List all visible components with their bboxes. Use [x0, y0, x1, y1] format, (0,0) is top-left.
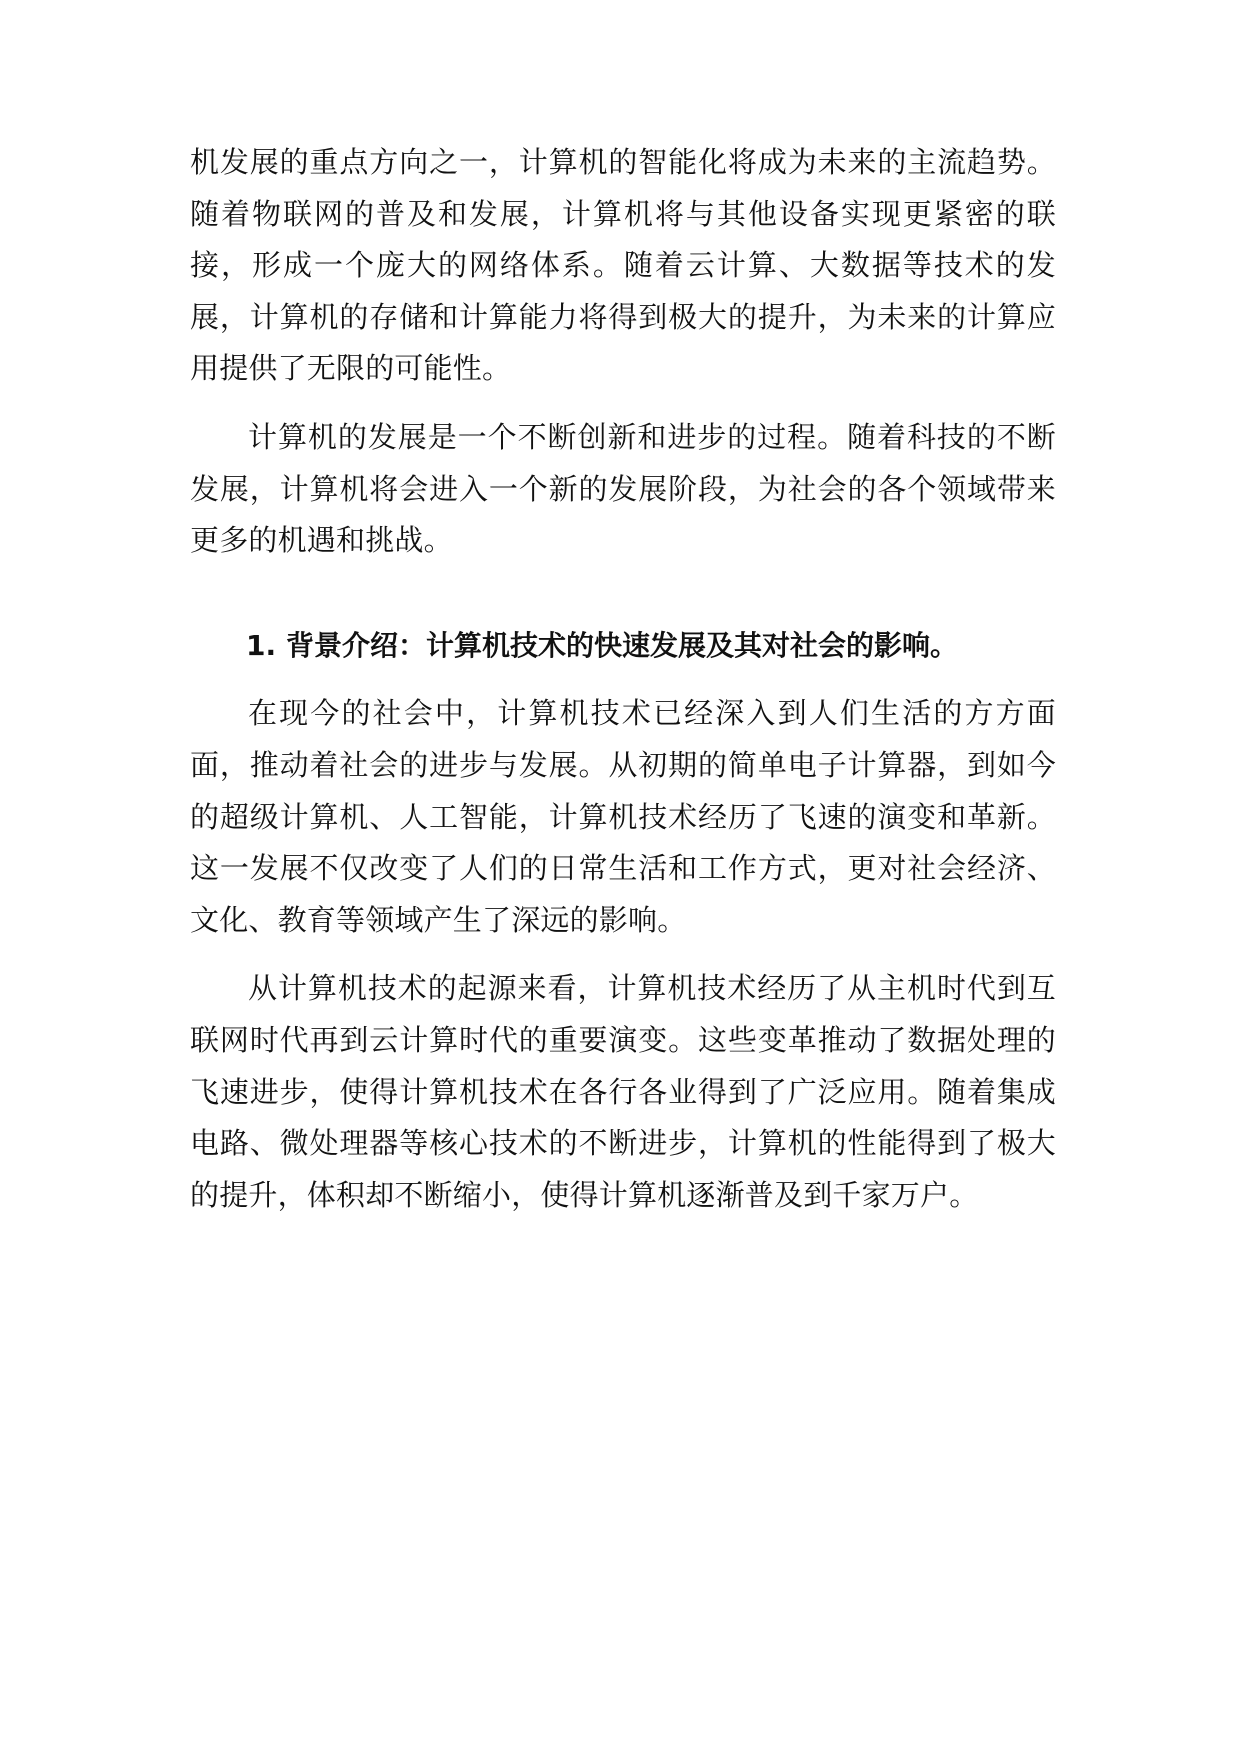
section-title: 背景介绍：计算机技术的快速发展及其对社会的影响。 [286, 628, 959, 662]
document-body [190, 137, 1056, 1221]
paragraph-background: 在现今的社会中，计算机技术已经深入到人们生活的方方面面，推动着社会的进步与发展。从初期的简单电子计算器，到如今的超级计算机、人工智能，计算机技术经历了飞速的演变和革新。这一发展不仅改变了人们的日常生活和工作方式，更对社会经济、文化、教育等领域产生了深远的影响。 [190, 696, 1056, 937]
paragraph-origins: 从计算机技术的起源来看，计算机技术经历了从主机时代到互联网时代再到云计算时代的重要演变。这些变革推动了数据处理的飞速进步，使得计算机技术在各行各业得到了广泛应用。随着集成电路、微处理器等核心技术的不断进步，计算机的性能得到了极大的提升，体积却不断缩小，使得计算机逐渐普及到千家万户。 [190, 971, 1056, 1212]
paragraph-continuation: 机发展的重点方向之一，计算机的智能化将成为未来的主流趋势。随着物联网的普及和发展，计算机将与其他设备实现更紧密的联接，形成一个庞大的网络体系。随着云计算、大数据等技术的发展，计算机的存储和计算能力将得到极大的提升，为未来的计算应用提供了无限的可能性。 [190, 145, 1056, 386]
paragraph-development-summary: 计算机的发展是一个不断创新和进步的过程。随着科技的不断发展，计算机将会进入一个新的发展阶段，为社会的各个领域带来更多的机遇和挑战。 [190, 419, 1056, 558]
section-number: 1. [246, 628, 277, 662]
section-heading [190, 620, 1056, 672]
